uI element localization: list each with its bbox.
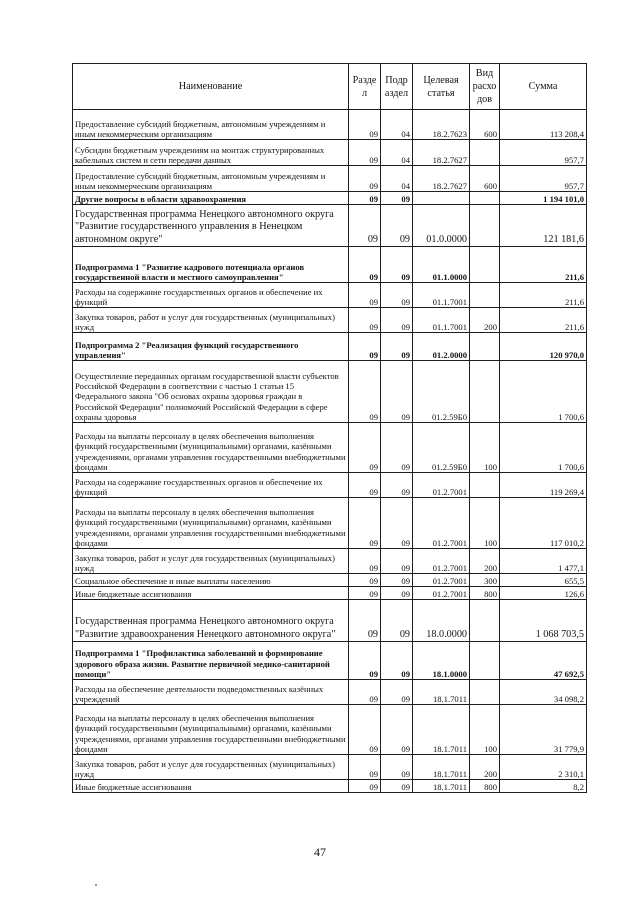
row-celevaya-statya: 18.0.0000 — [413, 600, 470, 642]
table-row — [73, 308, 587, 333]
row-podrazdel: 09 — [381, 423, 413, 473]
row-celevaya-statya: 01.2.7001 — [413, 587, 470, 600]
row-celevaya-statya: 01.2.7001 — [413, 498, 470, 549]
table-row-subprogram — [73, 333, 587, 361]
row-summa: 117 010,2 — [500, 498, 587, 549]
row-celevaya-statya: 18.2.7627 — [413, 140, 470, 166]
row-vid-raskhodov: 600 — [470, 110, 500, 140]
row-razdel: 09 — [349, 333, 381, 361]
row-razdel: 09 — [349, 283, 381, 308]
row-podrazdel: 09 — [381, 473, 413, 498]
row-celevaya-statya — [413, 192, 470, 205]
table-row — [73, 587, 587, 600]
row-podrazdel: 09 — [381, 600, 413, 642]
header-name: Наименование — [73, 64, 349, 110]
row-celevaya-statya: 18.1.7011 — [413, 680, 470, 705]
table-row — [73, 680, 587, 705]
row-razdel: 09 — [349, 247, 381, 283]
row-summa: 2 310,1 — [500, 755, 587, 780]
row-summa: 47 692,5 — [500, 642, 587, 680]
row-podrazdel: 09 — [381, 642, 413, 680]
row-celevaya-statya: 01.2.0000 — [413, 333, 470, 361]
row-celevaya-statya: 01.2.7001 — [413, 473, 470, 498]
row-summa: 34 098,2 — [500, 680, 587, 705]
row-podrazdel: 09 — [381, 498, 413, 549]
row-vid-raskhodov: 600 — [470, 166, 500, 192]
row-name: Субсидии бюджетным учреждениям на монтаж структурированных кабельных систем и сети передачи данных — [73, 140, 349, 166]
row-name: Иные бюджетные ассигнования — [73, 780, 349, 793]
row-podrazdel: 04 — [381, 166, 413, 192]
row-name: Другие вопросы в области здравоохранения — [73, 192, 349, 205]
row-name: Расходы на выплаты персоналу в целях обеспечения выполнения функций государственными (муниципальными) органами, казёнными учреждениями, органами управления государственными внебюджетными фондами — [73, 498, 349, 549]
header-podrazdel: Подр аздел — [381, 64, 413, 110]
row-celevaya-statya: 01.1.7001 — [413, 283, 470, 308]
row-name: Иные бюджетные ассигнования — [73, 587, 349, 600]
row-vid-raskhodov: 100 — [470, 498, 500, 549]
row-razdel: 09 — [349, 110, 381, 140]
scan-speck — [95, 884, 97, 886]
row-name: Закупка товаров, работ и услуг для государственных (муниципальных) нужд — [73, 755, 349, 780]
page-number: 47 — [314, 845, 326, 859]
row-podrazdel: 09 — [381, 705, 413, 755]
row-name: Закупка товаров, работ и услуг для государственных (муниципальных) нужд — [73, 308, 349, 333]
row-vid-raskhodov — [470, 600, 500, 642]
row-celevaya-statya: 01.2.59Б0 — [413, 361, 470, 423]
row-celevaya-statya: 01.2.59Б0 — [413, 423, 470, 473]
row-razdel: 09 — [349, 549, 381, 574]
row-summa: 121 181,6 — [500, 205, 587, 247]
table-row — [73, 283, 587, 308]
row-celevaya-statya: 01.2.7001 — [413, 574, 470, 587]
row-summa: 113 208,4 — [500, 110, 587, 140]
row-summa: 119 269,4 — [500, 473, 587, 498]
row-celevaya-statya: 01.2.7001 — [413, 549, 470, 574]
row-vid-raskhodov — [470, 192, 500, 205]
row-name: Подпрограмма 1 "Профилактика заболеваний и формирование здорового образа жизни. Развитие первичной медико-санитарной помощи" — [73, 642, 349, 680]
table-row — [73, 574, 587, 587]
row-razdel: 09 — [349, 423, 381, 473]
row-summa: 8,2 — [500, 780, 587, 793]
row-razdel: 09 — [349, 361, 381, 423]
row-name: Расходы на обеспечение деятельности подведомственных казённых учреждений — [73, 680, 349, 705]
table-row-subprogram — [73, 247, 587, 283]
row-razdel: 09 — [349, 205, 381, 247]
row-podrazdel: 04 — [381, 110, 413, 140]
row-podrazdel: 09 — [381, 755, 413, 780]
row-razdel: 09 — [349, 600, 381, 642]
row-name: Предоставление субсидий бюджетным, автономным учреждениям и иным некоммерческим организациям — [73, 166, 349, 192]
row-razdel: 09 — [349, 473, 381, 498]
row-summa: 31 779,9 — [500, 705, 587, 755]
row-summa: 126,6 — [500, 587, 587, 600]
row-razdel: 09 — [349, 192, 381, 205]
header-vid-raskhodov: Вид расхо дов — [470, 64, 500, 110]
row-podrazdel: 09 — [381, 192, 413, 205]
row-vid-raskhodov — [470, 473, 500, 498]
row-vid-raskhodov: 800 — [470, 780, 500, 793]
table-row — [73, 755, 587, 780]
row-razdel: 09 — [349, 780, 381, 793]
row-razdel: 09 — [349, 755, 381, 780]
row-razdel: 09 — [349, 574, 381, 587]
row-name: Закупка товаров, работ и услуг для государственных (муниципальных) нужд — [73, 549, 349, 574]
table-row — [73, 498, 587, 549]
header-celevaya-statya: Целевая статья — [413, 64, 470, 110]
row-razdel: 09 — [349, 680, 381, 705]
row-vid-raskhodov — [470, 680, 500, 705]
row-name: Государственная программа Ненецкого автономного округа "Развитие здравоохранения Ненецкого автономного округа" — [73, 600, 349, 642]
row-summa: 211,6 — [500, 247, 587, 283]
row-podrazdel: 04 — [381, 140, 413, 166]
table-row-program — [73, 205, 587, 247]
table-row — [73, 473, 587, 498]
row-name: Социальное обеспечение и иные выплаты населению — [73, 574, 349, 587]
row-celevaya-statya: 01.1.7001 — [413, 308, 470, 333]
row-podrazdel: 09 — [381, 549, 413, 574]
row-vid-raskhodov: 200 — [470, 755, 500, 780]
row-name: Государственная программа Ненецкого автономного округа "Развитие государственного управления в Ненецком автономном округе" — [73, 205, 349, 247]
row-podrazdel: 09 — [381, 308, 413, 333]
row-name: Подпрограмма 2 "Реализация функций государственного управления" — [73, 333, 349, 361]
row-vid-raskhodov: 200 — [470, 549, 500, 574]
row-summa: 1 700,6 — [500, 361, 587, 423]
row-celevaya-statya: 18.2.7627 — [413, 166, 470, 192]
table-row — [73, 110, 587, 140]
row-name: Подпрограмма 1 "Развитие кадрового потенциала органов государственной власти и местного самоуправления" — [73, 247, 349, 283]
row-vid-raskhodov — [470, 247, 500, 283]
row-podrazdel: 09 — [381, 574, 413, 587]
row-razdel: 09 — [349, 587, 381, 600]
header-summa: Сумма — [500, 64, 587, 110]
table-row — [73, 549, 587, 574]
row-podrazdel: 09 — [381, 283, 413, 308]
row-celevaya-statya: 01.1.0000 — [413, 247, 470, 283]
table-row-subprogram — [73, 642, 587, 680]
table-row — [73, 423, 587, 473]
row-name: Расходы на выплаты персоналу в целях обеспечения выполнения функций государственными (муниципальными) органами, казёнными учреждениями, органами управления государственными внебюджетными фондами — [73, 705, 349, 755]
row-podrazdel: 09 — [381, 780, 413, 793]
row-podrazdel: 09 — [381, 205, 413, 247]
table-row-program — [73, 600, 587, 642]
row-summa: 1 477,1 — [500, 549, 587, 574]
row-summa: 1 068 703,5 — [500, 600, 587, 642]
row-name: Предоставление субсидий бюджетным, автономным учреждениям и иным некоммерческим организациям — [73, 110, 349, 140]
row-razdel: 09 — [349, 642, 381, 680]
row-summa: 1 700,6 — [500, 423, 587, 473]
table-row-section — [73, 192, 587, 205]
row-vid-raskhodov — [470, 642, 500, 680]
table-row — [73, 780, 587, 793]
row-razdel: 09 — [349, 166, 381, 192]
row-summa: 211,6 — [500, 283, 587, 308]
row-vid-raskhodov — [470, 361, 500, 423]
table-row — [73, 361, 587, 423]
row-razdel: 09 — [349, 308, 381, 333]
header-razdel: Разде л — [349, 64, 381, 110]
row-podrazdel: 09 — [381, 247, 413, 283]
row-summa: 957,7 — [500, 140, 587, 166]
row-summa: 957,7 — [500, 166, 587, 192]
row-name: Расходы на выплаты персоналу в целях обеспечения выполнения функций государственными (муниципальными) органами, казёнными учреждениями, органами управления государственными внебюджетными фондами — [73, 423, 349, 473]
row-vid-raskhodov — [470, 140, 500, 166]
row-podrazdel: 09 — [381, 361, 413, 423]
budget-table — [72, 63, 587, 793]
table-row — [73, 705, 587, 755]
row-razdel: 09 — [349, 705, 381, 755]
row-podrazdel: 09 — [381, 680, 413, 705]
row-vid-raskhodov — [470, 205, 500, 247]
row-celevaya-statya: 01.0.0000 — [413, 205, 470, 247]
table-row — [73, 140, 587, 166]
row-vid-raskhodov — [470, 283, 500, 308]
table-header-row — [73, 64, 587, 110]
row-celevaya-statya: 18.1.0000 — [413, 642, 470, 680]
row-vid-raskhodov: 200 — [470, 308, 500, 333]
row-summa: 211,6 — [500, 308, 587, 333]
row-vid-raskhodov: 100 — [470, 423, 500, 473]
row-vid-raskhodov — [470, 333, 500, 361]
row-celevaya-statya: 18.1.7011 — [413, 705, 470, 755]
row-vid-raskhodov: 100 — [470, 705, 500, 755]
row-razdel: 09 — [349, 140, 381, 166]
table-row — [73, 166, 587, 192]
row-summa: 120 970,0 — [500, 333, 587, 361]
row-podrazdel: 09 — [381, 587, 413, 600]
row-celevaya-statya: 18.1.7011 — [413, 755, 470, 780]
row-name: Расходы на содержание государственных органов и обеспечение их функций — [73, 473, 349, 498]
row-vid-raskhodov: 300 — [470, 574, 500, 587]
row-summa: 1 194 101,0 — [500, 192, 587, 205]
row-podrazdel: 09 — [381, 333, 413, 361]
row-summa: 655,5 — [500, 574, 587, 587]
row-celevaya-statya: 18.1.7011 — [413, 780, 470, 793]
row-name: Расходы на содержание государственных органов и обеспечение их функций — [73, 283, 349, 308]
row-name: Осуществление переданных органам государственной власти субъектов Российской Федерации в соответствии с частью 1 статьи 15 Федерального закона "Об основах охраны здоровья граждан в Российской Федерации" полномочий Российской Федерации в сфере охраны здоровья — [73, 361, 349, 423]
row-vid-raskhodov: 800 — [470, 587, 500, 600]
row-razdel: 09 — [349, 498, 381, 549]
row-celevaya-statya: 18.2.7623 — [413, 110, 470, 140]
